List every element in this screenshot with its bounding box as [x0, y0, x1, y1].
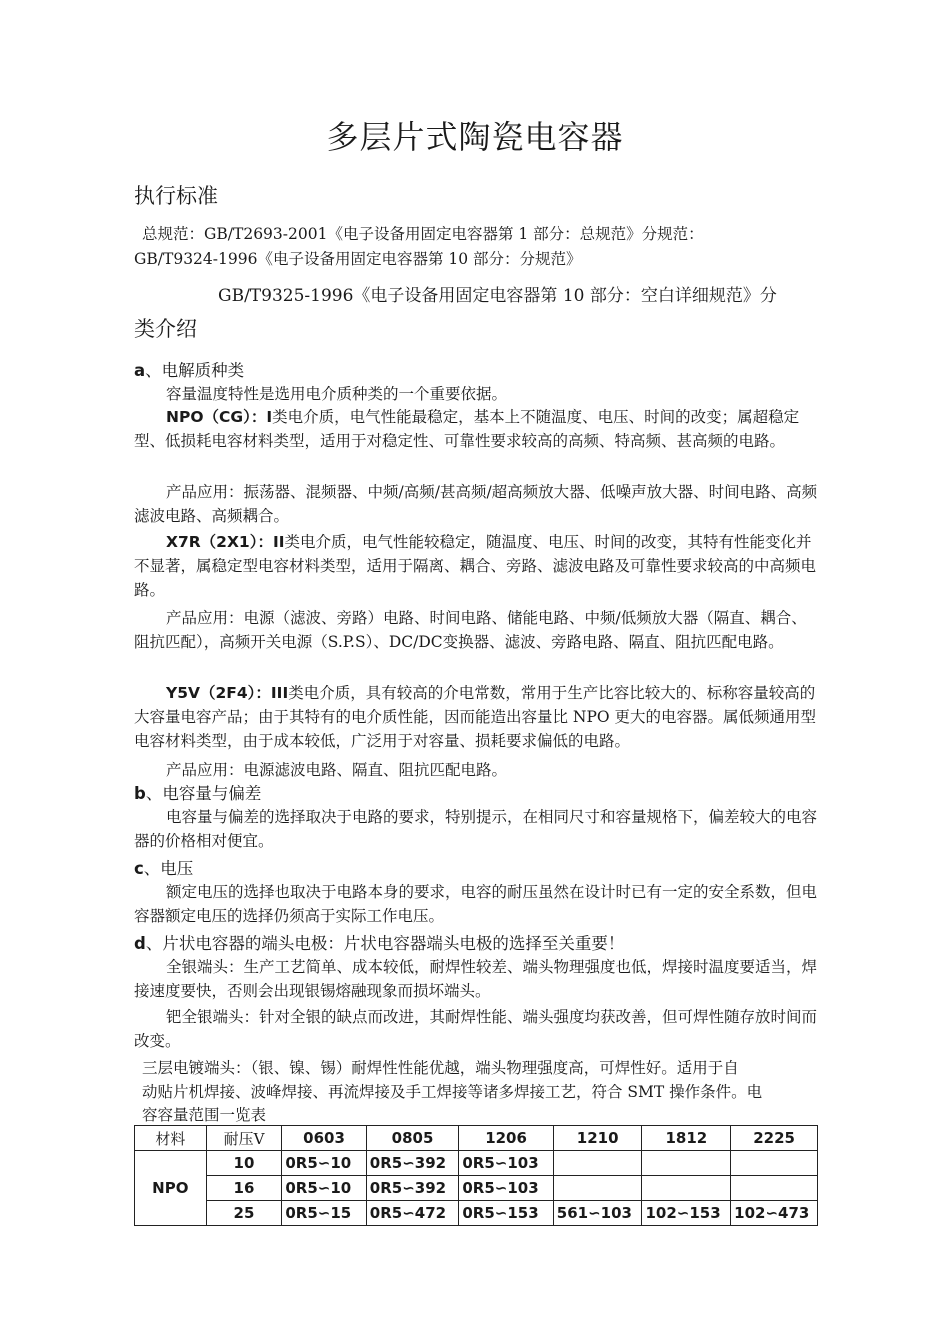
voltage-cell: 25 [206, 1201, 282, 1226]
header-material: 材料 [135, 1126, 207, 1151]
table-cell [642, 1176, 731, 1201]
section-d-heading [134, 930, 624, 954]
voltage-cell: 16 [206, 1176, 282, 1201]
three-layer-terminal-line-2: 动贴片机焊接、波峰焊接、再流焊接及手工焊接等诸多焊接工艺，符合 SMT 操作条件。电 [142, 1083, 763, 1101]
section-d-label: d [134, 934, 146, 953]
voltage-cell: 10 [206, 1151, 282, 1176]
npo-paragraph [134, 405, 818, 453]
table-cell: 0R5∽392 [366, 1176, 459, 1201]
section-b-text: 电容量与偏差的选择取决于电路的要求，特别提示，在相同尺寸和容量规格下，偏差较大的电容器的价格相对便宜。 [134, 808, 818, 850]
section-c-label: c [134, 859, 144, 878]
standard-line-3: GB/T9325-1996《电子设备用固定电容器第 10 部分：空白详细规范》分 [218, 286, 777, 306]
table-cell: 102∽473 [731, 1201, 818, 1226]
table-cell [553, 1176, 642, 1201]
material-cell: NPO [135, 1151, 207, 1226]
pd-silver-terminal-text: 钯全银端头：针对全银的缺点而改进，其耐焊性能、端头强度均获改善，但可焊性随存放时间而改变。 [134, 1008, 818, 1050]
table-cell: 0R5∽153 [459, 1201, 553, 1226]
x7r-heading: X7R（2X1）：II [166, 533, 285, 551]
y5v-paragraph [134, 681, 818, 753]
y5v-application: 产品应用：电源滤波电路、隔直、阻抗匹配电路。 [166, 761, 508, 779]
header-0603: 0603 [282, 1126, 366, 1151]
capacity-range-table [134, 1125, 818, 1226]
header-voltage: 耐压V [206, 1126, 282, 1151]
standard-line-4: 类介绍 [134, 317, 197, 341]
table-cell [642, 1151, 731, 1176]
section-b-heading [134, 780, 261, 804]
table-cell: 0R5∽15 [282, 1201, 366, 1226]
header-2225: 2225 [731, 1126, 818, 1151]
table-row [135, 1201, 818, 1226]
table-cell: 561∽103 [553, 1201, 642, 1226]
table-cell: 0R5∽472 [366, 1201, 459, 1226]
section-b-label: b [134, 784, 146, 803]
x7r-application: 产品应用：电源（滤波、旁路）电路、时间电路、储能电路、中频/低频放大器（隔直、耦合、阻抗匹配），高频开关电源（S.P.S）、DC/DC变换器、滤波、旁路电路、隔直、阻抗匹配电路。 [134, 609, 807, 651]
npo-heading: NPO（CG）：I [166, 408, 273, 426]
x7r-text: 类电介质，电气性能较稳定，随温度、电压、时间的改变，其特有性能变化并不显著，属稳定型电容材料类型，适用于隔离、耦合、旁路、滤波电路及可靠性要求较高的中高频电路。 [134, 533, 817, 599]
header-1210: 1210 [553, 1126, 642, 1151]
npo-text: 类电介质，电气性能最稳定，基本上不随温度、电压、时间的改变；属超稳定型、低损耗电容材料类型，适用于对稳定性、可靠性要求较高的高频、特高频、甚高频的电路。 [134, 408, 800, 450]
standard-line-1: 总规范：GB/T2693-2001《电子设备用固定电容器第 1 部分：总规范》分规范： [142, 225, 704, 243]
table-cell [731, 1151, 818, 1176]
section-c-text: 额定电压的选择也取决于电路本身的要求，电容的耐压虽然在设计时已有一定的安全系数，但电容器额定电压的选择仍须高于实际工作电压。 [134, 883, 818, 925]
table-row [135, 1176, 818, 1201]
table-cell [553, 1151, 642, 1176]
section-standard-heading: 执行标准 [134, 184, 218, 208]
silver-terminal-text: 全银端头：生产工艺简单、成本较低，耐焊性较差、端头物理强度也低，焊接时温度要适当，焊接速度要快，否则会出现银锡熔融现象而损坏端头。 [134, 958, 818, 1000]
table-cell: 0R5∽10 [282, 1176, 366, 1201]
table-caption: 容容量范围一览表 [142, 1106, 267, 1124]
header-1812: 1812 [642, 1126, 731, 1151]
standard-line-2: GB/T9324-1996《电子设备用固定电容器第 10 部分：分规范》 [134, 250, 582, 268]
x7r-paragraph [134, 530, 818, 602]
section-b-title: 、电容量与偏差 [145, 784, 262, 803]
document-title: 多层片式陶瓷电容器 [326, 118, 624, 156]
header-0805: 0805 [366, 1126, 459, 1151]
table-row [135, 1151, 818, 1176]
table-cell: 0R5∽10 [282, 1151, 366, 1176]
table-cell: 0R5∽392 [366, 1151, 459, 1176]
table-cell: 0R5∽103 [459, 1151, 553, 1176]
section-d-title: 、片状电容器的端头电极：片状电容器端头电极的选择至关重要！ [145, 934, 625, 953]
section-c-title: 、电压 [143, 859, 194, 878]
section-c-heading [134, 855, 193, 879]
y5v-text: 类电介质，具有较高的介电常数，常用于生产比容比较大的、标称容量较高的大容量电容产品；由于其特有的电介质性能，因而能造出容量比 NPO 更大的电容器。属低频通用型电容材料类型，由于成本较低，广泛用于对容量、损耗要求偏低的电路。 [134, 684, 817, 750]
table-cell: 0R5∽103 [459, 1176, 553, 1201]
y5v-heading: Y5V（2F4）：III [166, 684, 289, 702]
table-header-row [135, 1126, 818, 1151]
npo-application: 产品应用：振荡器、混频器、中频/高频/甚高频/超高频放大器、低噪声放大器、时间电路、高频滤波电路、高频耦合。 [134, 483, 818, 525]
section-a-heading [134, 357, 244, 381]
section-a-intro: 容量温度特性是选用电介质种类的一个重要依据。 [166, 385, 508, 403]
section-a-label: a [134, 361, 146, 380]
table-cell: 102∽153 [642, 1201, 731, 1226]
header-1206: 1206 [459, 1126, 553, 1151]
three-layer-terminal-line-1: 三层电镀端头：（银、镍、锡）耐焊性性能优越，端头物理强度高，可焊性好。适用于自 [142, 1059, 739, 1077]
section-a-title: 、电解质种类 [145, 361, 245, 380]
table-cell [731, 1176, 818, 1201]
